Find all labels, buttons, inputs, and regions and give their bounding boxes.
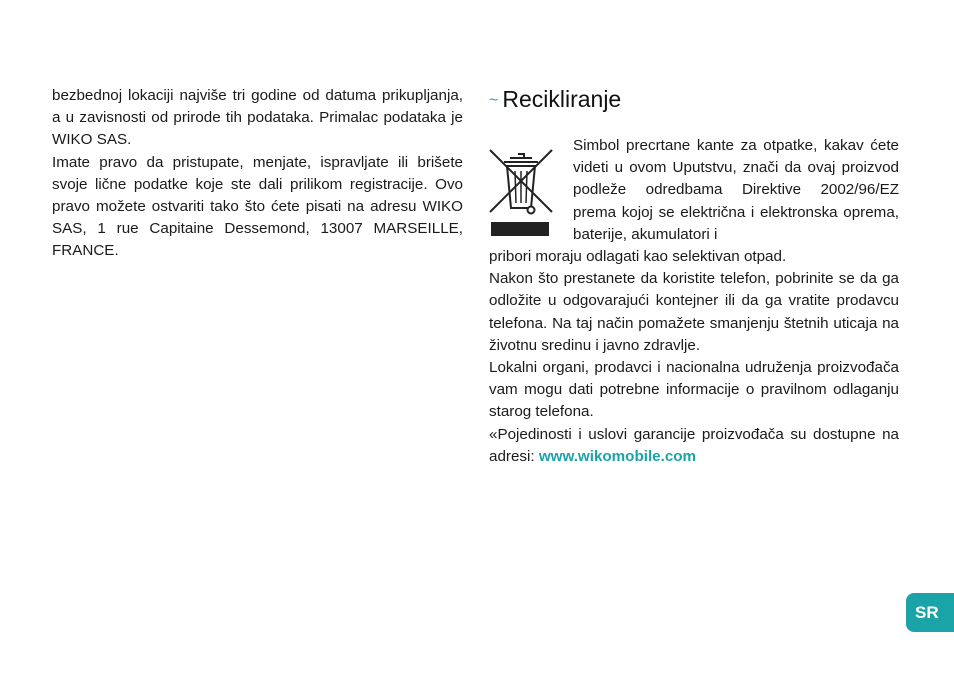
language-tab: SR bbox=[906, 593, 954, 632]
privacy-paragraph-2: Imate pravo da pristupate, menjate, ispravljate ili brišete svoje lične podatke koje ste dali prilikom registracije. Ovo pravo možete ostvariti tako što ćete pisati na adresu WIKO SAS, 1 rue Capitaine Dessemond, 13007 MARSEILLE, FRANCE. bbox=[52, 153, 463, 260]
warranty-text: «Pojedinosti i uslovi garancije proizvođača su dostupne na adresi: bbox=[489, 425, 899, 465]
crossed-out-wheelie-bin-icon bbox=[488, 146, 554, 238]
heading-tilde: ~ bbox=[489, 92, 499, 109]
recycling-paragraph-4 bbox=[489, 424, 899, 468]
recycling-paragraph-2: Nakon što prestanete da koristite telefon, pobrinite se da ga odložite u odgovarajući kontejner ili da ga vratite prodavcu telefona. Na taj način pomažete smanjenju štetnih uticaja na životnu sredinu i javno zdravlje. bbox=[489, 270, 899, 354]
wikomobile-link[interactable]: www.wikomobile.com bbox=[538, 447, 697, 465]
recycling-intro-continued: pribori moraju odlagati kao selektivan otpad. bbox=[489, 248, 787, 265]
recycling-paragraph-3: Lokalni organi, prodavci i nacionalna udruženja proizvođača vam mogu dati potrebne informacije o pravilnom odlaganju starog telefona. bbox=[489, 359, 899, 421]
right-column bbox=[489, 246, 899, 468]
recycling-intro: Simbol precrtane kante za otpatke, kakav ćete videti u ovom Uputstvu, znači da ovaj proizvod podleže odredbama Direktive 2002/96/EZ prema kojoj se električna i elektronska oprema, baterije, akumulatori i bbox=[573, 137, 899, 243]
privacy-paragraph-1: bezbednoj lokaciji najviše tri godine od datuma prikupljanja, a u zavisnosti od prirode tih podataka. Primalac podataka je WIKO SAS. bbox=[52, 87, 463, 149]
left-column bbox=[52, 85, 463, 263]
recycling-heading bbox=[489, 84, 621, 116]
recycling-title: Recikliranje bbox=[502, 86, 622, 112]
